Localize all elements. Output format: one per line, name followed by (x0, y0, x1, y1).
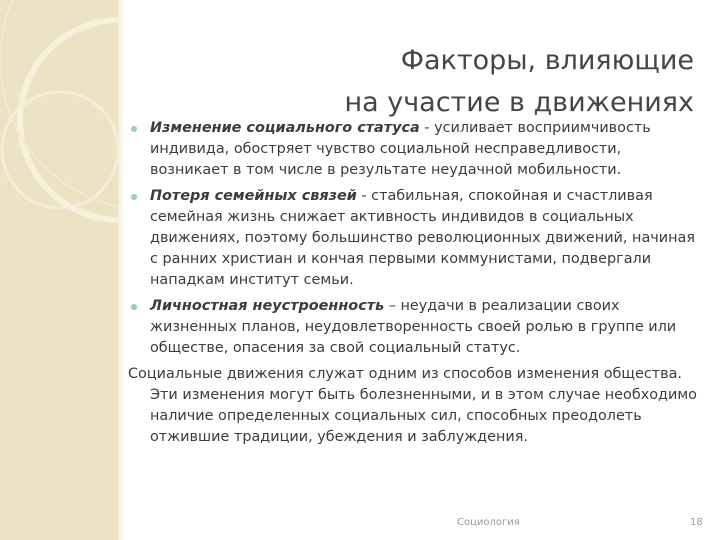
bullet-text: – неудачи в реализации своих жизненных планов, неудовлетворенность своей ролью в группе или обществе, опасения за свой социальный статус. (150, 298, 677, 356)
bullet-text: - стабильная, спокойная и счастливая семейная жизнь снижает активность индивидов в социальных движениях, поэтому большинство революционных движений, начиная с ранних христиан и кончая первыми коммунистами, подвергали нападкам институт семьи. (150, 188, 696, 288)
panel-edge (118, 0, 124, 540)
footer-label: Социология (457, 517, 520, 528)
decorative-side-panel (0, 0, 118, 540)
bullet-text: - усиливает восприимчивость индивида, обостряет чувство социальной несправедливости, возникает в том числе в результате неудачной мобильности. (150, 120, 651, 178)
bullet-item (128, 296, 698, 359)
bullet-dot-icon (131, 126, 137, 132)
bullet-list (128, 118, 698, 359)
page-number: 18 (690, 517, 703, 528)
bullet-term: Потеря семейных связей (150, 188, 357, 204)
bullet-item (128, 186, 698, 291)
slide-content (128, 118, 698, 448)
decorative-circles (0, 0, 118, 540)
title-line-1: Факторы, влияющие (400, 45, 694, 77)
bullet-dot-icon (131, 304, 137, 310)
summary-paragraph (128, 364, 698, 448)
bullet-dot-icon (131, 194, 137, 200)
title-line-2: на участие в движениях (344, 87, 694, 119)
slide-title (174, 40, 694, 124)
paragraph-rest: Эти изменения могут быть болезненными, и в этом случае необходимо наличие определенных социальных сил, способных преодолеть отжившие традиции, убеждения и заблуждения. (150, 387, 697, 445)
bullet-term: Изменение социального статуса (150, 120, 420, 136)
bullet-term: Личностная неустроенность (150, 298, 385, 314)
bullet-item (128, 118, 698, 181)
paragraph-first-line: Социальные движения служат одним из способов изменения общества. (128, 366, 682, 382)
